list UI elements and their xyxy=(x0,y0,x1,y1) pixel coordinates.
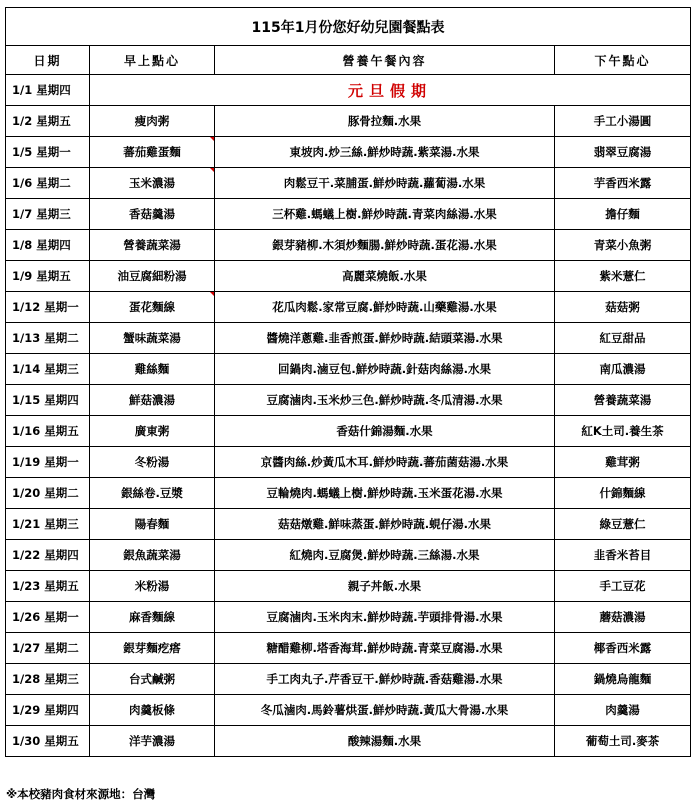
afternoon-snack-cell: 紅K土司.養生茶 xyxy=(555,416,691,447)
table-row xyxy=(6,75,691,106)
afternoon-snack-cell: 肉羹湯 xyxy=(555,695,691,726)
lunch-cell: 冬瓜滷肉.馬鈴薯烘蛋.鮮炒時蔬.黃瓜大骨湯.水果 xyxy=(215,695,555,726)
lunch-cell: 親子丼飯.水果 xyxy=(215,571,555,602)
morning-snack-cell: 麻香麵線 xyxy=(90,602,215,633)
afternoon-snack-cell: 綠豆薏仁 xyxy=(555,509,691,540)
morning-snack-cell: 台式鹹粥 xyxy=(90,664,215,695)
afternoon-snack-cell: 手工小湯圓 xyxy=(555,106,691,137)
lunch-cell: 豚骨拉麵.水果 xyxy=(215,106,555,137)
title-row xyxy=(6,8,691,46)
morning-snack-cell: 洋芋濃湯 xyxy=(90,726,215,757)
morning-snack-cell: 油豆腐細粉湯 xyxy=(90,261,215,292)
date-cell: 1/23 星期五 xyxy=(6,571,90,602)
date-cell: 1/12 星期一 xyxy=(6,292,90,323)
table-row xyxy=(6,695,691,726)
lunch-cell: 豆輪燒肉.螞蟻上樹.鮮炒時蔬.玉米蛋花湯.水果 xyxy=(215,478,555,509)
date-cell: 1/19 星期一 xyxy=(6,447,90,478)
lunch-cell: 菇菇燉雞.鮮味蒸蛋.鮮炒時蔬.蜆仔湯.水果 xyxy=(215,509,555,540)
table-row xyxy=(6,540,691,571)
table-row xyxy=(6,230,691,261)
date-cell: 1/8 星期四 xyxy=(6,230,90,261)
morning-snack-cell: 營養蔬菜湯 xyxy=(90,230,215,261)
holiday-cell: 元旦假期 xyxy=(90,75,691,106)
date-cell: 1/30 星期五 xyxy=(6,726,90,757)
table-row xyxy=(6,106,691,137)
lunch-cell: 香菇什錦湯麵.水果 xyxy=(215,416,555,447)
table-row xyxy=(6,168,691,199)
table-row xyxy=(6,385,691,416)
date-cell: 1/7 星期三 xyxy=(6,199,90,230)
morning-snack-cell: 廣東粥 xyxy=(90,416,215,447)
table-row xyxy=(6,571,691,602)
table-row xyxy=(6,478,691,509)
table-row xyxy=(6,292,691,323)
morning-snack-cell: 香菇羹湯 xyxy=(90,199,215,230)
table-row xyxy=(6,137,691,168)
afternoon-snack-cell: 韭香米苔目 xyxy=(555,540,691,571)
date-cell: 1/22 星期四 xyxy=(6,540,90,571)
date-cell: 1/9 星期五 xyxy=(6,261,90,292)
lunch-cell: 豆腐滷肉.玉米肉末.鮮炒時蔬.芋頭排骨湯.水果 xyxy=(215,602,555,633)
table-row xyxy=(6,633,691,664)
date-cell: 1/27 星期二 xyxy=(6,633,90,664)
date-cell: 1/29 星期四 xyxy=(6,695,90,726)
table-row xyxy=(6,726,691,757)
table-row xyxy=(6,509,691,540)
morning-snack-cell: 陽春麵 xyxy=(90,509,215,540)
afternoon-snack-cell: 菇菇粥 xyxy=(555,292,691,323)
table-row xyxy=(6,602,691,633)
date-cell: 1/2 星期五 xyxy=(6,106,90,137)
afternoon-snack-cell: 鍋燒烏龍麵 xyxy=(555,664,691,695)
afternoon-snack-cell: 紅豆甜品 xyxy=(555,323,691,354)
lunch-cell: 肉鬆豆干.菜脯蛋.鮮炒時蔬.蘿蔔湯.水果 xyxy=(215,168,555,199)
lunch-cell: 三杯雞.螞蟻上樹.鮮炒時蔬.青菜肉絲湯.水果 xyxy=(215,199,555,230)
morning-snack-cell: 蛋花麵線 xyxy=(90,292,215,323)
afternoon-snack-cell: 芋香西米露 xyxy=(555,168,691,199)
header-afternoon-snack: 下午點心 xyxy=(555,46,691,75)
date-cell: 1/15 星期四 xyxy=(6,385,90,416)
table-row xyxy=(6,664,691,695)
lunch-cell: 紅燒肉.豆腐煲.鮮炒時蔬.三絲湯.水果 xyxy=(215,540,555,571)
lunch-cell: 糖醋雞柳.塔香海茸.鮮炒時蔬.青菜豆腐湯.水果 xyxy=(215,633,555,664)
table-row xyxy=(6,447,691,478)
date-cell: 1/5 星期一 xyxy=(6,137,90,168)
afternoon-snack-cell: 手工豆花 xyxy=(555,571,691,602)
date-cell: 1/14 星期三 xyxy=(6,354,90,385)
table-row xyxy=(6,416,691,447)
footnote: ※本校豬肉食材來源地：台灣 xyxy=(6,787,156,801)
lunch-cell: 回鍋肉.滷豆包.鮮炒時蔬.針菇肉絲湯.水果 xyxy=(215,354,555,385)
table-row xyxy=(6,199,691,230)
morning-snack-cell: 銀魚蔬菜湯 xyxy=(90,540,215,571)
morning-snack-cell: 鮮菇濃湯 xyxy=(90,385,215,416)
lunch-cell: 京醬肉絲.炒黃瓜木耳.鮮炒時蔬.蕃茄菌菇湯.水果 xyxy=(215,447,555,478)
morning-snack-cell: 蟹味蔬菜湯 xyxy=(90,323,215,354)
header-morning-snack: 早上點心 xyxy=(90,46,215,75)
afternoon-snack-cell: 擔仔麵 xyxy=(555,199,691,230)
morning-snack-cell: 雞絲麵 xyxy=(90,354,215,385)
lunch-cell: 酸辣湯麵.水果 xyxy=(215,726,555,757)
morning-snack-cell: 玉米濃湯 xyxy=(90,168,215,199)
lunch-cell: 豆腐滷肉.玉米炒三色.鮮炒時蔬.冬瓜清湯.水果 xyxy=(215,385,555,416)
afternoon-snack-cell: 雞茸粥 xyxy=(555,447,691,478)
date-cell: 1/26 星期一 xyxy=(6,602,90,633)
morning-snack-cell: 瘦肉粥 xyxy=(90,106,215,137)
morning-snack-cell: 銀絲卷.豆漿 xyxy=(90,478,215,509)
table-row xyxy=(6,323,691,354)
afternoon-snack-cell: 葡萄土司.麥茶 xyxy=(555,726,691,757)
menu-table xyxy=(5,7,691,757)
date-cell: 1/6 星期二 xyxy=(6,168,90,199)
morning-snack-cell: 蕃茄雞蛋麵 xyxy=(90,137,215,168)
lunch-cell: 手工肉丸子.芹香豆干.鮮炒時蔬.香菇雞湯.水果 xyxy=(215,664,555,695)
table-row xyxy=(6,261,691,292)
morning-snack-cell: 冬粉湯 xyxy=(90,447,215,478)
menu-table-body xyxy=(6,8,691,757)
morning-snack-cell: 肉羹板條 xyxy=(90,695,215,726)
table-row xyxy=(6,354,691,385)
lunch-cell: 高麗菜燒飯.水果 xyxy=(215,261,555,292)
date-cell: 1/20 星期二 xyxy=(6,478,90,509)
afternoon-snack-cell: 椰香西米露 xyxy=(555,633,691,664)
afternoon-snack-cell: 青菜小魚粥 xyxy=(555,230,691,261)
date-cell: 1/13 星期二 xyxy=(6,323,90,354)
date-cell: 1/28 星期三 xyxy=(6,664,90,695)
afternoon-snack-cell: 南瓜濃湯 xyxy=(555,354,691,385)
lunch-cell: 銀芽豬柳.木須炒麵腸.鮮炒時蔬.蛋花湯.水果 xyxy=(215,230,555,261)
afternoon-snack-cell: 蘑菇濃湯 xyxy=(555,602,691,633)
morning-snack-cell: 米粉湯 xyxy=(90,571,215,602)
date-cell: 1/1 星期四 xyxy=(6,75,90,106)
date-cell: 1/21 星期三 xyxy=(6,509,90,540)
header-lunch: 營養午餐內容 xyxy=(215,46,555,75)
morning-snack-cell: 銀芽麵疙瘩 xyxy=(90,633,215,664)
header-date: 日期 xyxy=(6,46,90,75)
lunch-cell: 花瓜肉鬆.家常豆腐.鮮炒時蔬.山藥雞湯.水果 xyxy=(215,292,555,323)
page-title: 115年1月份您好幼兒園餐點表 xyxy=(6,8,691,46)
lunch-cell: 醬燒洋蔥雞.韭香煎蛋.鮮炒時蔬.結頭菜湯.水果 xyxy=(215,323,555,354)
afternoon-snack-cell: 紫米薏仁 xyxy=(555,261,691,292)
lunch-cell: 東坡肉.炒三絲.鮮炒時蔬.紫菜湯.水果 xyxy=(215,137,555,168)
afternoon-snack-cell: 翡翠豆腐湯 xyxy=(555,137,691,168)
header-row xyxy=(6,46,691,75)
afternoon-snack-cell: 什錦麵線 xyxy=(555,478,691,509)
afternoon-snack-cell: 營養蔬菜湯 xyxy=(555,385,691,416)
date-cell: 1/16 星期五 xyxy=(6,416,90,447)
